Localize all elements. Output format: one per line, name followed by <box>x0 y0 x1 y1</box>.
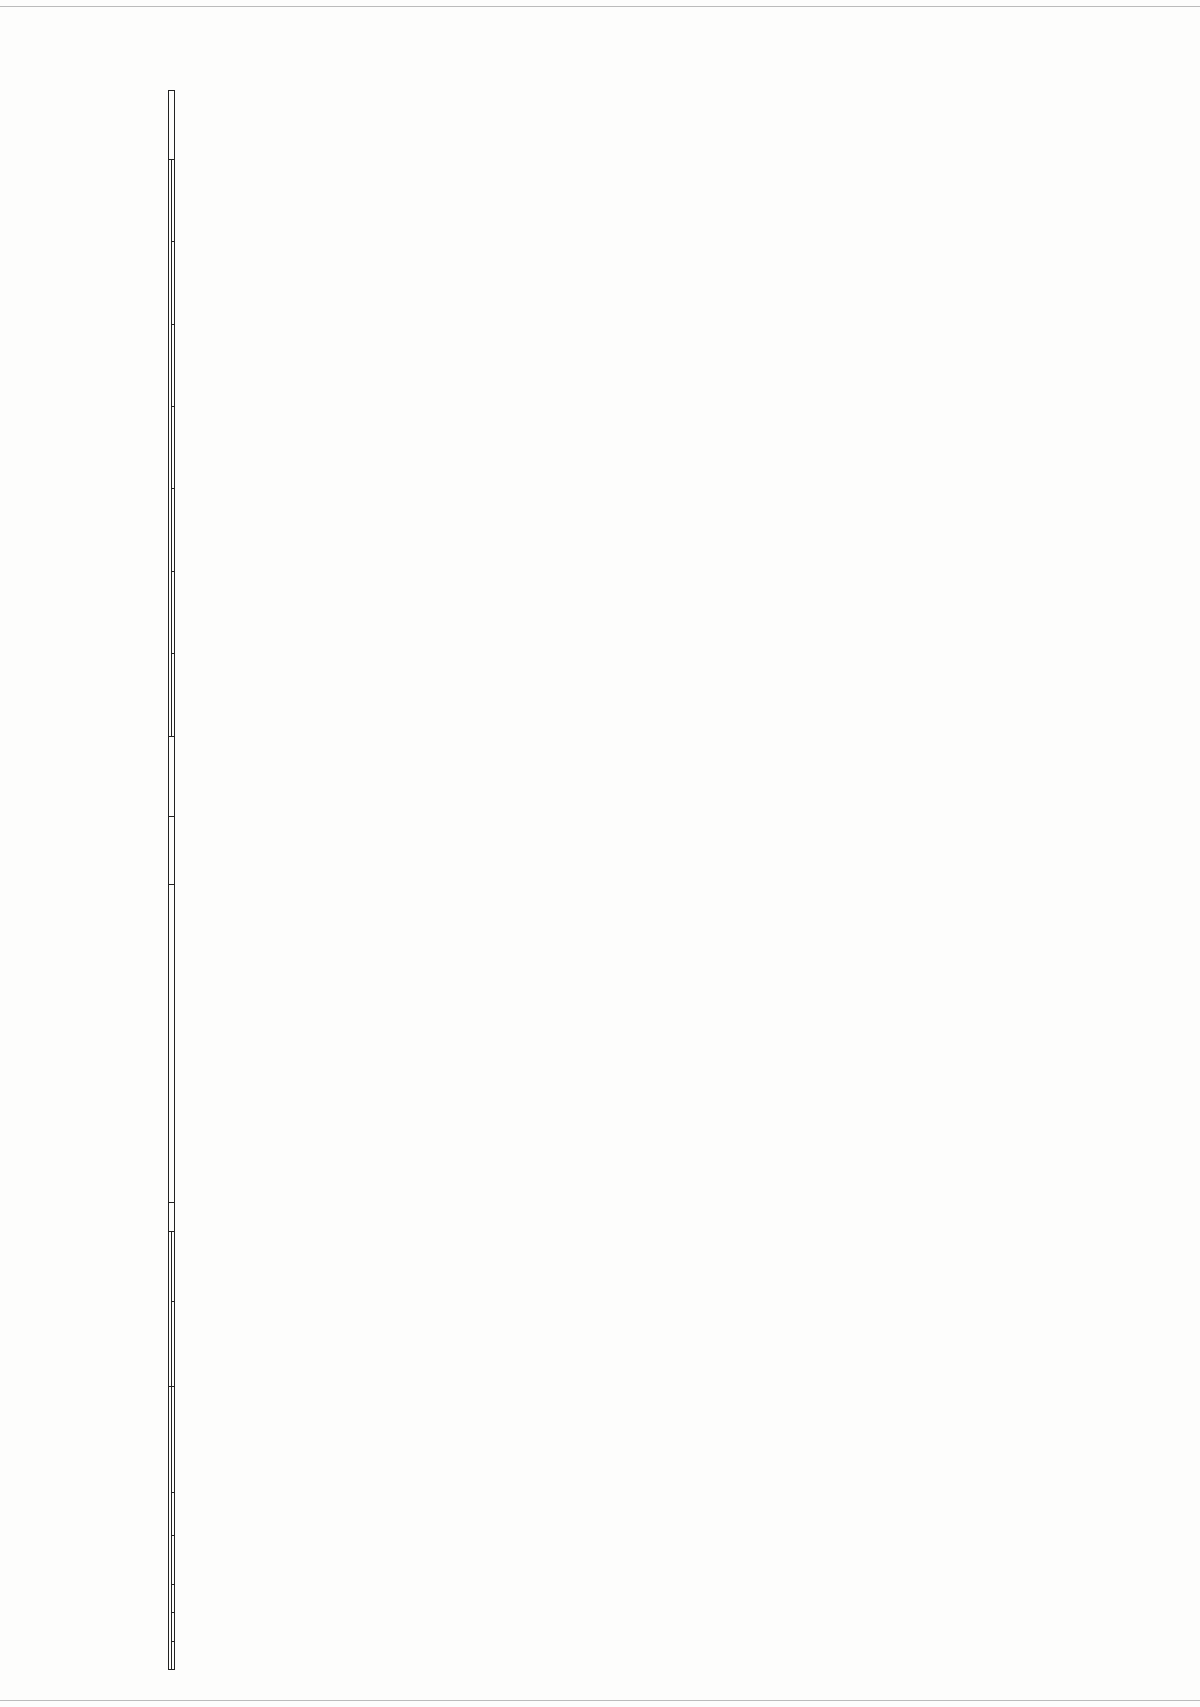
header-struct-element <box>172 1535 175 1584</box>
program-indicators-table <box>168 90 175 1670</box>
header-fact-year <box>169 736 175 816</box>
year-header-3 <box>172 407 175 489</box>
scan-edge-top <box>0 0 1200 7</box>
year-header-0 <box>172 654 175 736</box>
header-name <box>169 885 175 1203</box>
year-header-5 <box>172 242 175 324</box>
scan-edge-bottom <box>0 1700 1200 1707</box>
header-target <box>169 91 175 160</box>
header-expense-direction <box>172 1231 175 1302</box>
header-struct-type <box>172 1585 175 1613</box>
year-header-6 <box>172 159 175 242</box>
year-header-2 <box>172 489 175 571</box>
header-program <box>172 1641 175 1669</box>
year-header-4 <box>172 324 175 406</box>
header-unit <box>169 817 175 885</box>
year-header-1 <box>172 571 175 653</box>
header-direction <box>172 1613 175 1641</box>
header-aip-code <box>169 1203 175 1231</box>
rotated-table-container <box>168 90 1168 1670</box>
header-resp-executor <box>172 1302 175 1387</box>
header-task <box>172 1493 175 1535</box>
header-measure <box>172 1387 175 1493</box>
